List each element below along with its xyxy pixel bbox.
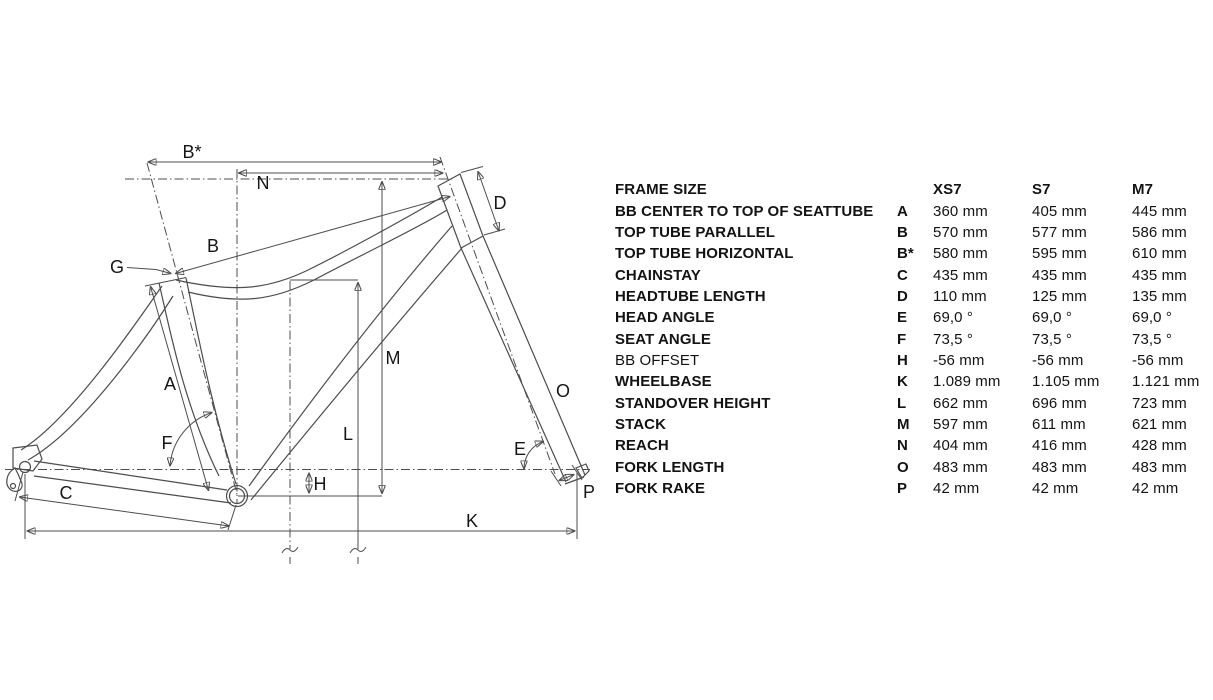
table-header-label: FRAME SIZE <box>615 181 707 199</box>
row-value-xs7: 360 mm <box>933 202 988 220</box>
row-letter: D <box>897 287 908 305</box>
size-column-s7: S7 <box>1032 181 1051 199</box>
row-label: TOP TUBE PARALLEL <box>615 223 776 241</box>
row-value-m7: 610 mm <box>1132 245 1187 263</box>
table-row <box>615 478 1213 499</box>
row-value-xs7: 42 mm <box>933 479 980 497</box>
table-row <box>615 264 1213 285</box>
head-angle-arc <box>524 441 543 469</box>
seat-angle-arc <box>170 413 212 467</box>
g-leader-line <box>127 268 171 274</box>
row-label: STACK <box>615 415 667 433</box>
table-row <box>615 286 1213 307</box>
row-label: BB CENTER TO TOP OF SEATTUBE <box>615 202 874 220</box>
hanger-bolt <box>11 484 16 489</box>
table-row <box>615 328 1213 349</box>
row-letter: M <box>897 415 910 433</box>
row-value-s7: 1.105 mm <box>1032 373 1100 391</box>
row-value-xs7: 404 mm <box>933 437 988 455</box>
table-row <box>615 243 1213 264</box>
row-value-s7: 595 mm <box>1032 245 1087 263</box>
label-stack: M <box>385 348 401 368</box>
fork-right-edge <box>483 236 585 475</box>
d-extension-top <box>461 167 483 173</box>
row-value-s7: 125 mm <box>1032 287 1087 305</box>
row-value-xs7: 580 mm <box>933 245 988 263</box>
seatstay-lower-edge <box>28 296 173 460</box>
row-value-m7: 69,0 ° <box>1132 309 1172 327</box>
dimension-lines <box>15 162 582 564</box>
row-letter: L <box>897 394 907 412</box>
label-seat-angle: F <box>161 433 173 453</box>
row-value-xs7: 435 mm <box>933 266 988 284</box>
row-value-xs7: 662 mm <box>933 394 988 412</box>
top-tube-lower-edge <box>188 210 447 299</box>
label-seattube-length: A <box>163 374 177 394</box>
label-chainstay: C <box>59 483 73 503</box>
label-fork-length: O <box>555 381 571 401</box>
table-row <box>615 307 1213 328</box>
label-top-tube-parallel: B <box>206 236 220 256</box>
row-letter: F <box>897 330 907 348</box>
dim-a <box>151 287 209 491</box>
row-label: CHAINSTAY <box>615 266 701 284</box>
d-extension-bottom <box>484 229 505 235</box>
row-label: FORK RAKE <box>615 479 706 497</box>
table-row <box>615 456 1213 477</box>
row-value-s7: 611 mm <box>1032 415 1086 433</box>
row-value-xs7: 570 mm <box>933 223 988 241</box>
dim-p <box>559 475 574 481</box>
row-value-xs7: 110 mm <box>933 287 987 305</box>
row-value-s7: 435 mm <box>1032 266 1087 284</box>
row-label: TOP TUBE HORIZONTAL <box>615 245 794 263</box>
seatstay-upper-edge <box>21 286 162 450</box>
row-value-s7: 416 mm <box>1032 437 1087 455</box>
dim-b <box>176 197 451 274</box>
row-value-xs7: 73,5 ° <box>933 330 973 348</box>
bicycle-frame <box>7 174 589 507</box>
row-letter: B <box>897 223 908 241</box>
row-letter: E <box>897 309 908 327</box>
table-row <box>615 435 1213 456</box>
label-bb-offset: H <box>313 474 327 494</box>
table-row <box>615 222 1213 243</box>
rear-axle <box>20 462 31 473</box>
row-value-m7: 135 mm <box>1132 287 1187 305</box>
row-value-s7: 73,5 ° <box>1032 330 1072 348</box>
row-letter: A <box>897 202 908 220</box>
down-tube-lower-edge <box>251 248 462 500</box>
label-headtube-length: D <box>493 193 507 213</box>
table-row <box>615 350 1213 371</box>
row-value-xs7: 1.089 mm <box>933 373 1001 391</box>
row-label: FORK LENGTH <box>615 458 725 476</box>
row-value-xs7: 69,0 ° <box>933 309 973 327</box>
p-tick-axis <box>551 471 561 486</box>
table-row <box>615 200 1213 221</box>
label-fork-rake: P <box>582 482 596 502</box>
table-header-row <box>615 179 1213 200</box>
row-label: HEADTUBE LENGTH <box>615 287 766 305</box>
row-value-s7: 483 mm <box>1032 458 1087 476</box>
front-dropout <box>576 464 589 478</box>
row-letter: K <box>897 373 908 391</box>
label-head-angle: E <box>513 439 527 459</box>
label-seattube-top: G <box>109 257 125 277</box>
row-value-m7: 42 mm <box>1132 479 1179 497</box>
row-value-s7: 42 mm <box>1032 479 1079 497</box>
label-top-tube-horizontal: B* <box>182 142 202 162</box>
table-row <box>615 392 1213 413</box>
row-value-xs7: 597 mm <box>933 415 988 433</box>
diagram-labels <box>60 142 596 531</box>
row-value-m7: 483 mm <box>1132 458 1187 476</box>
dim-c <box>20 497 230 526</box>
row-value-xs7: -56 mm <box>933 351 985 369</box>
row-value-m7: 428 mm <box>1132 437 1187 455</box>
geometry-table <box>615 179 1213 499</box>
row-letter: O <box>897 458 909 476</box>
row-label: HEAD ANGLE <box>615 309 715 327</box>
row-value-s7: 577 mm <box>1032 223 1087 241</box>
table-row <box>615 371 1213 392</box>
label-reach: N <box>256 173 270 193</box>
seat-tube-right-edge <box>186 278 236 484</box>
row-value-s7: 405 mm <box>1032 202 1087 220</box>
row-letter: C <box>897 266 908 284</box>
row-letter: N <box>897 437 908 455</box>
centerlines <box>5 157 590 564</box>
row-value-s7: -56 mm <box>1032 351 1084 369</box>
row-value-m7: 445 mm <box>1132 202 1187 220</box>
row-value-m7: 586 mm <box>1132 223 1187 241</box>
row-value-m7: 723 mm <box>1132 394 1187 412</box>
size-column-m7: M7 <box>1132 181 1154 199</box>
row-label: WHEELBASE <box>615 373 712 391</box>
row-value-m7: 73,5 ° <box>1132 330 1172 348</box>
row-value-s7: 69,0 ° <box>1032 309 1072 327</box>
row-value-m7: 1.121 mm <box>1132 373 1200 391</box>
c-extension-bb <box>228 505 236 530</box>
row-label: BB OFFSET <box>615 351 700 369</box>
seattube-top-face <box>145 278 186 287</box>
row-value-m7: -56 mm <box>1132 351 1184 369</box>
row-label: SEAT ANGLE <box>615 330 712 348</box>
row-letter: H <box>897 351 908 369</box>
row-value-xs7: 483 mm <box>933 458 988 476</box>
rear-dropout-plate <box>13 445 42 471</box>
seat-tube-axis-line <box>147 163 237 494</box>
label-wheelbase: K <box>465 511 479 531</box>
row-value-m7: 435 mm <box>1132 266 1187 284</box>
table-row <box>615 414 1213 435</box>
label-standover: L <box>342 424 354 444</box>
size-column-xs7: XS7 <box>933 181 962 199</box>
row-letter: B* <box>897 245 914 263</box>
down-tube-upper-edge <box>249 226 452 486</box>
row-label: REACH <box>615 437 669 455</box>
row-label: STANDOVER HEIGHT <box>615 394 771 412</box>
row-value-s7: 696 mm <box>1032 394 1087 412</box>
row-letter: P <box>897 479 908 497</box>
row-value-m7: 621 mm <box>1132 415 1187 433</box>
